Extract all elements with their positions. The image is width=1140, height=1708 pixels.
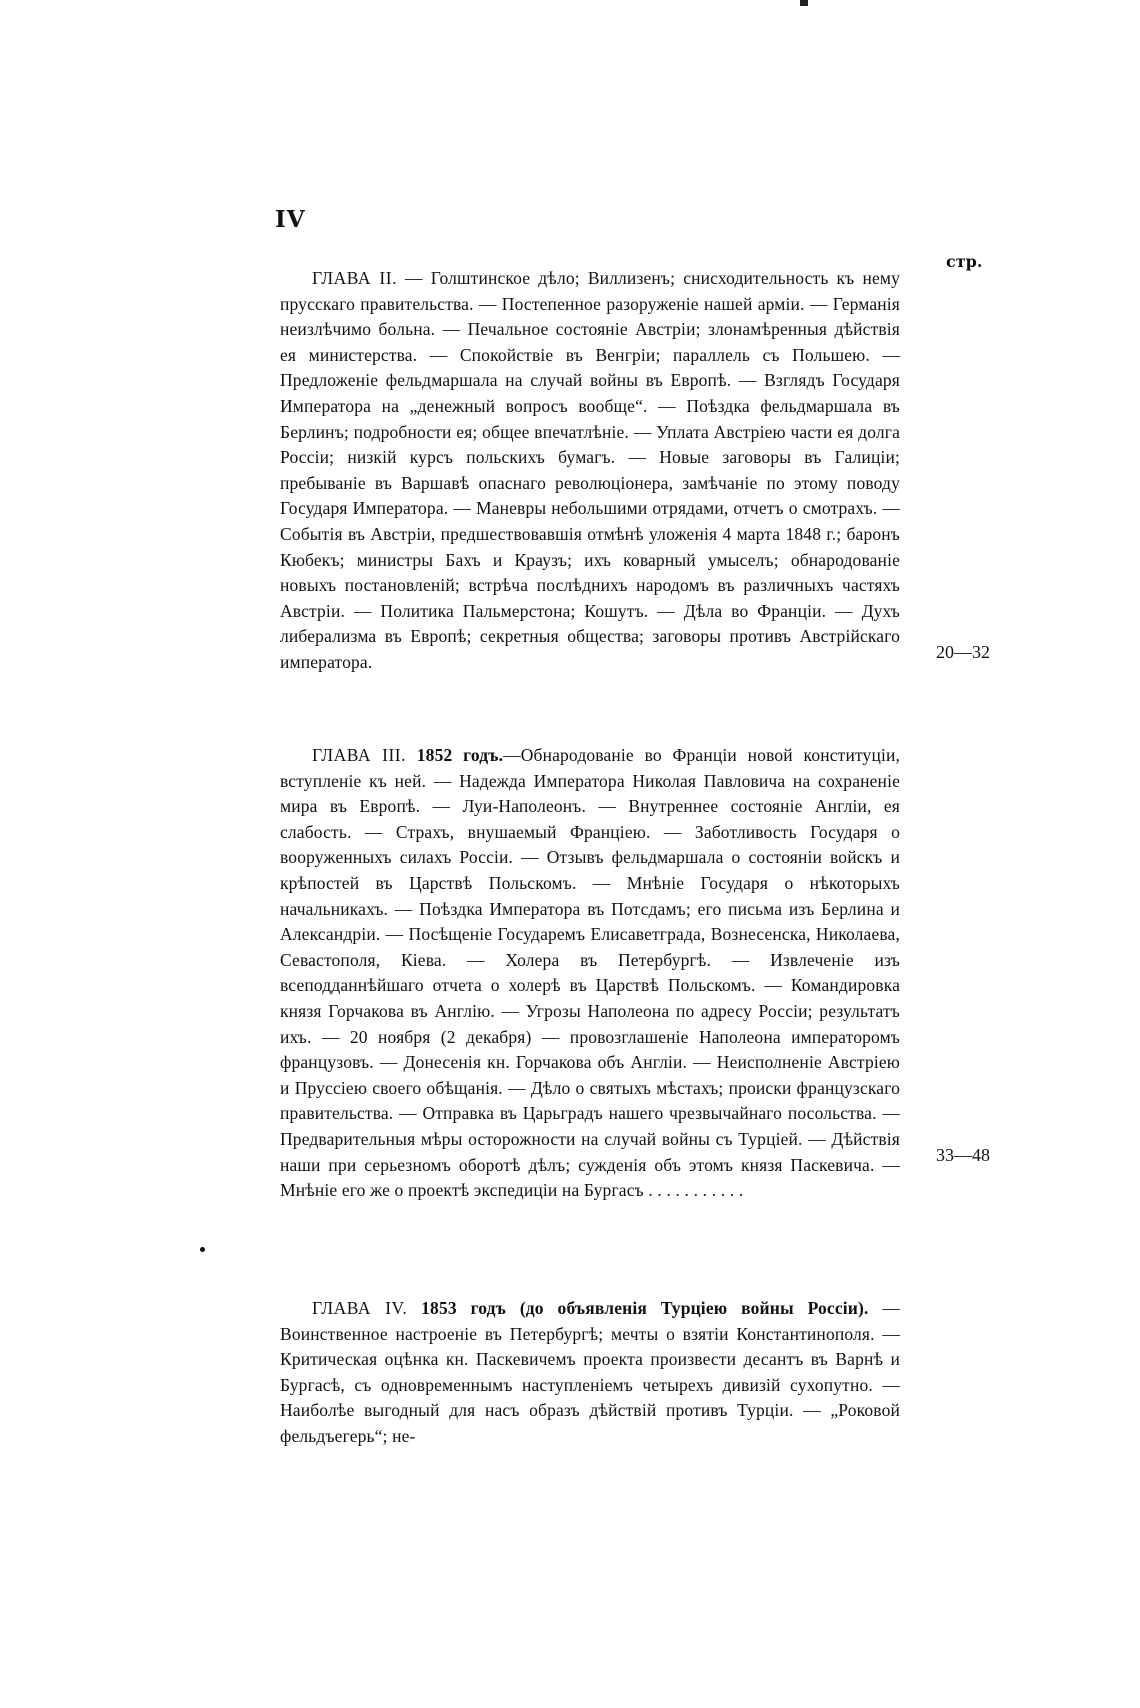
chapter-entry <box>280 743 990 1204</box>
page-number: IV <box>275 206 306 233</box>
ink-dot <box>200 1247 205 1252</box>
chapter-text <box>280 266 900 676</box>
chapter-summary: — Голштинское дѣло; Виллизенъ; снисходительность къ нему прусскаго правительства. — Постепенное разоруженіе нашей арміи. — Германія неизлѣчимо больна. — Печальное состояніе Австріи; злонамѣренныя дѣйствія ея министерства. — Спокойствіе въ Венгріи; параллель съ Польшею. — Предложеніе фельдмаршала на случай войны въ Европѣ. — Взглядъ Государя Императора на „денежный вопросъ вообще“. — Поѣздка фельдмаршала въ Берлинъ; подробности ея; общее впечатлѣніе. — Уплата Австріею части ея долга Россіи; низкій курсъ польскихъ бумагъ. — Новые заговоры въ Галиціи; пребываніе въ Варшавѣ опаснаго революціонера, замѣчаніе по этому поводу Государя Императора. — Маневры небольшими отрядами, отчетъ о смотрахъ. — Событія въ Австріи, предшествовавшія отмѣнѣ уложенія 4 марта 1848 г.; баронъ Кюбекъ; министры Бахъ и Краузъ; ихъ коварный умыселъ; обнародованіе новыхъ постановленій; встрѣча послѣднихъ народомъ въ различныхъ частяхъ Австріи. — Политика Пальмерстона; Кошутъ. — Дѣла во Франціи. — Духъ либерализма въ Европѣ; секретныя общества; заговоры противъ Австрійскаго императора. <box>280 268 901 672</box>
chapter-summary: — Воинственное настроеніе въ Петербургѣ; мечты о взятіи Константинополя. — Критическая оцѣнка кн. Паскевичемъ проекта произвести десантъ въ Варнѣ и Бургасѣ, съ одновременнымъ наступленіемъ четырехъ дивизій сухопутно. — Наиболѣе выгодный для насъ образъ дѣйствій противъ Турціи. — „Роковой фельдъегерь“; не- <box>280 1298 900 1446</box>
chapter-entry <box>280 1296 900 1450</box>
chapter-pages: 20—32 <box>936 642 990 662</box>
chapter-label: ГЛАВА II. <box>312 268 397 288</box>
chapter-pages: 33—48 <box>936 1145 990 1165</box>
chapter-label: ГЛАВА III. <box>312 745 406 765</box>
chapter-text <box>280 743 900 1204</box>
scan-mark <box>800 0 808 6</box>
chapter-entry <box>280 266 990 676</box>
chapter-year: 1852 годъ. <box>416 745 504 765</box>
page-column-header: стр. <box>946 252 983 271</box>
chapter-text <box>280 1296 900 1450</box>
chapter-summary: —Обнародованіе во Франціи новой конституціи, вступленіе къ ней. — Надежда Императора Николая Павловича на сохраненіе мира въ Европѣ. — Луи-Наполеонъ. — Внутреннее состояніе Англіи, ея слабость. — Страхъ, внушаемый Франціею. — Заботливость Государя о вооруженныхъ силахъ Россіи. — Отзывъ фельдмаршала о состояніи войскъ и крѣпостей въ Царствѣ Польскомъ. — Мнѣніе Государя о нѣкоторыхъ начальникахъ. — Поѣздка Императора въ Потсдамъ; его письма изъ Берлина и Александріи. — Посѣщеніе Государемъ Елисаветграда, Вознесенска, Николаева, Севастополя, Кіева. — Холера въ Петербургѣ. — Извлеченіе изъ всеподданнѣйшаго отчета о холерѣ въ Царствѣ Польскомъ. — Командировка князя Горчакова въ Англію. — Угрозы Наполеона по адресу Россіи; результатъ ихъ. — 20 ноября (2 декабря) — провозглашеніе Наполеона императоромъ французовъ. — Донесенія кн. Горчакова объ Англіи. — Неисполненіе Австріею и Пруссіею своего обѣщанія. — Дѣло о святыхъ мѣстахъ; происки французскаго правительства. — Отправка въ Царьградъ нашего чрезвычайнаго посольства. — Предварительныя мѣры осторожности на случай войны съ Турціей. — Дѣйствія наши при серьезномъ оборотѣ дѣлъ; сужденія объ этомъ князя Паскевича. — Мнѣніе его же о проектѣ экспедиціи на Бургасъ . . . . . . . . . . . <box>280 745 901 1201</box>
chapter-label: ГЛАВА IV. <box>312 1298 408 1318</box>
chapter-year: 1853 годъ (до объявленія Турціею войны Россіи). <box>421 1298 869 1318</box>
